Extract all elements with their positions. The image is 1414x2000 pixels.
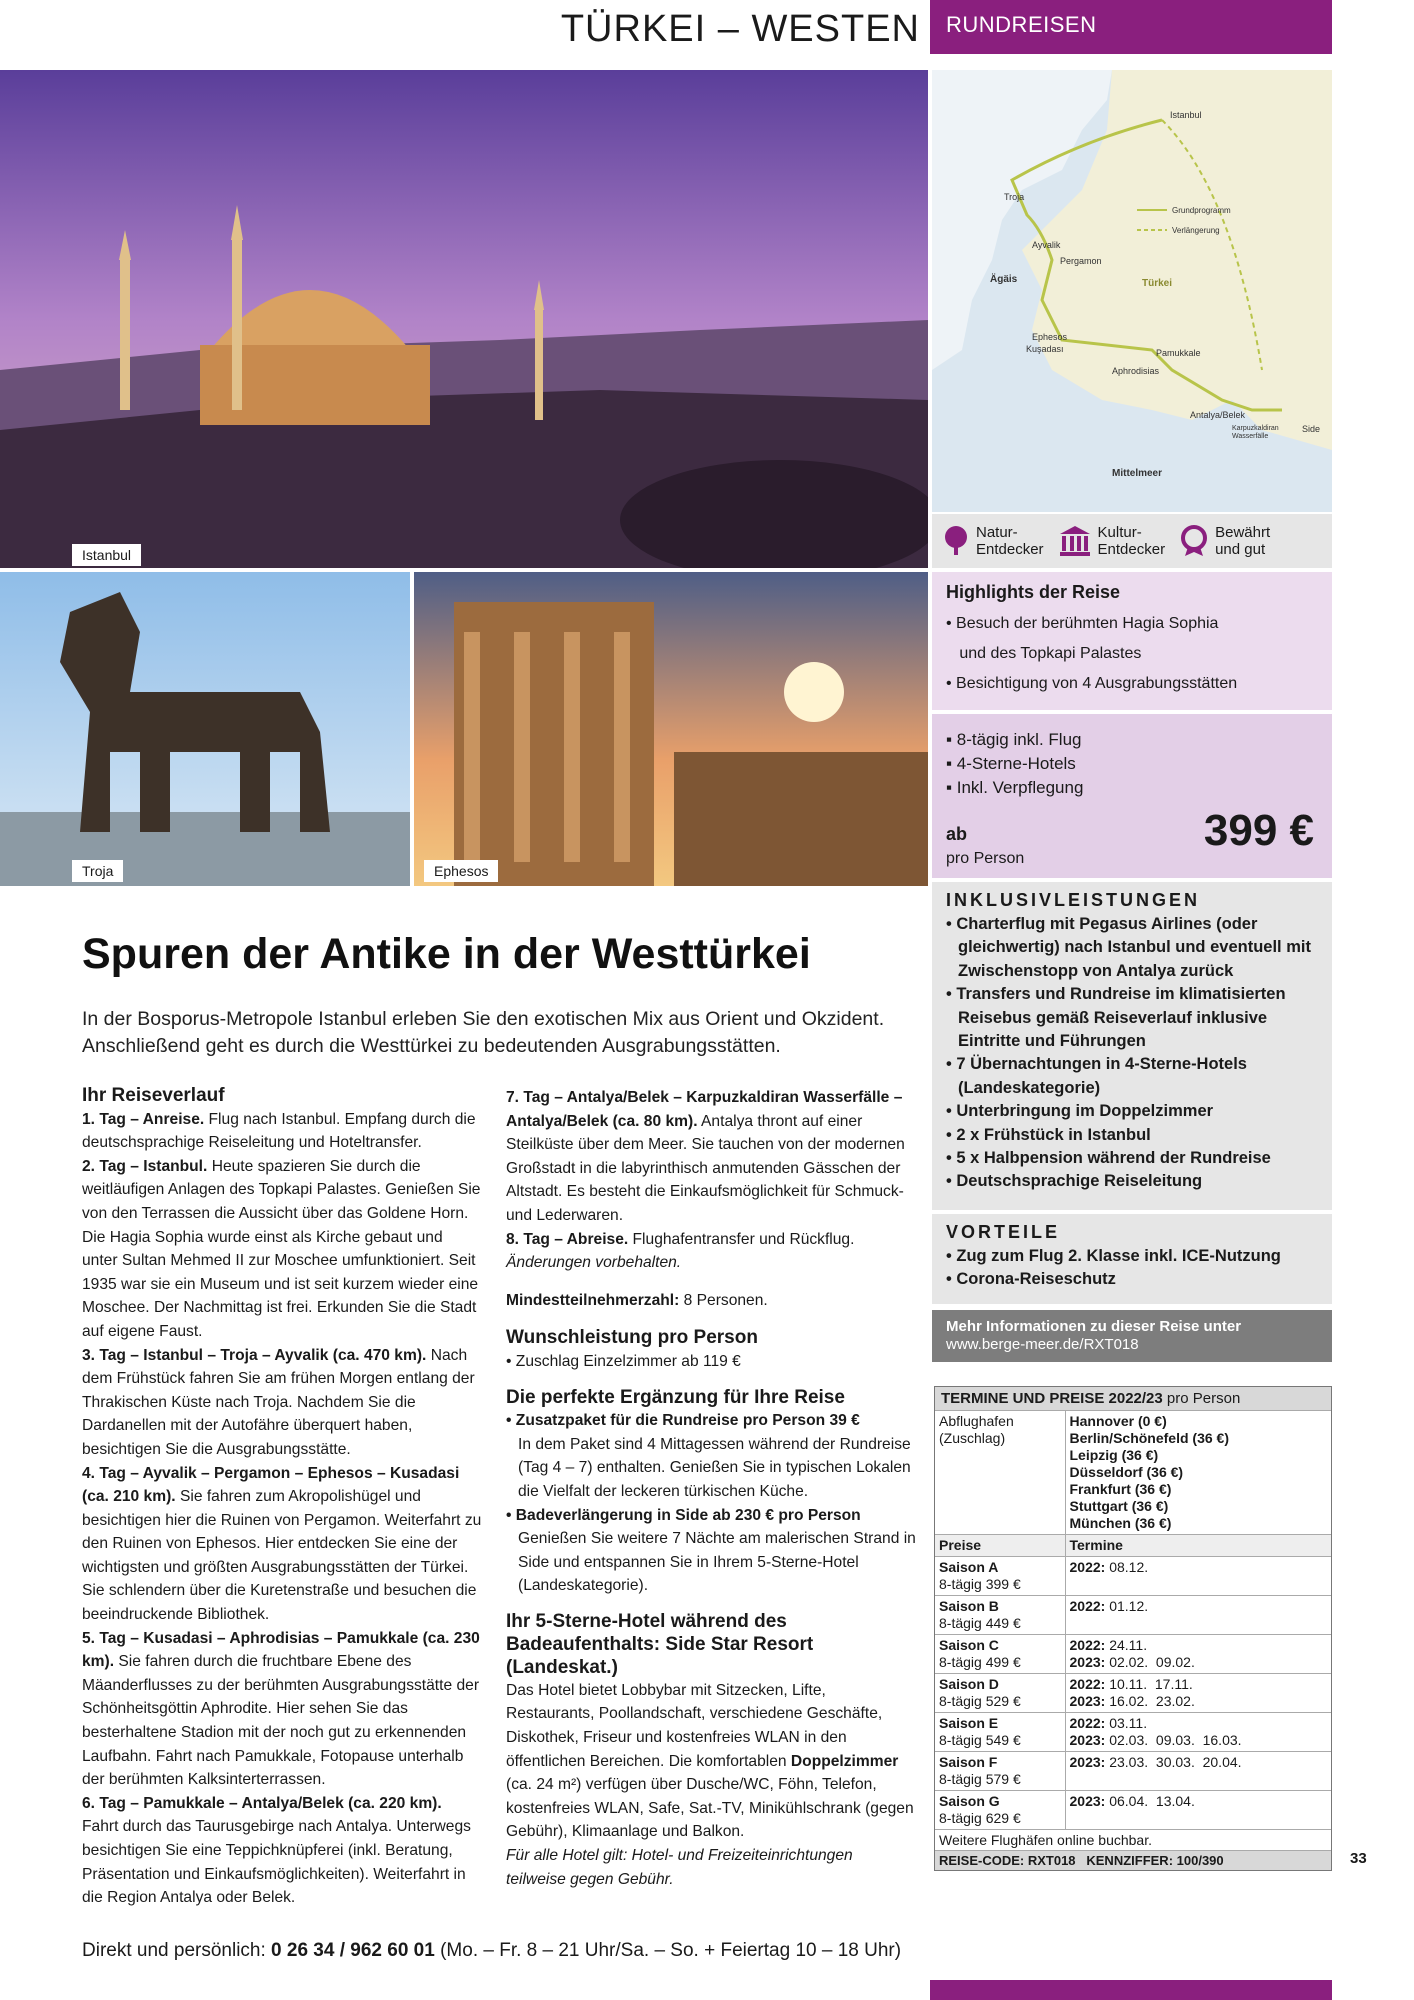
- list-item: • Besichtigung von 4 Ausgrabungsstätten: [946, 675, 1238, 692]
- more-info-text: Mehr Informationen zu dieser Reise unter: [946, 1318, 1242, 1335]
- inklusiv-title: INKLUSIVLEISTUNGEN: [946, 890, 1201, 910]
- photo-caption: Ephesos: [424, 860, 498, 882]
- list-item: • Deutschsprachige Reiseleitung: [946, 1172, 1203, 1191]
- changes-note: Änderungen vorbehalten.: [506, 1254, 682, 1272]
- list-item: • Besuch der berühmten Hagia Sophia: [946, 615, 1219, 632]
- list-item: • 2 x Frühstück in Istanbul: [946, 1125, 1151, 1144]
- day-entry: 6. Tag – Pamukkale – Antalya/Belek (ca. 220 km). Fahrt durch das Taurusgebirge nach Antalya. Unterwegs besichtigen Sie eine Teppichknüpferei (inkl. Beratung, Präsentation und Einkaufsmöglichkeiten). Weiterfahrt in die Region Antalya oder Belek.: [82, 1794, 471, 1907]
- svg-text:Wasserfälle: Wasserfälle: [1232, 433, 1269, 440]
- list-item: und des Topkapi Palastes: [946, 645, 1142, 662]
- hotel-note: Für alle Hotel gilt: Hotel- und Freizeiteinrichtungen teilweise gegen Gebühr.: [506, 1847, 853, 1888]
- phone-number[interactable]: 0 26 34 / 962 60 01: [271, 1940, 435, 1961]
- table-header-row: Preise Termine: [935, 1535, 1331, 1557]
- svg-text:Kuşadası: Kuşadası: [1026, 344, 1064, 354]
- ergaenzung-title: Die perfekte Ergänzung für Ihre Reise: [506, 1386, 845, 1408]
- svg-text:Mittelmeer: Mittelmeer: [1112, 468, 1163, 479]
- svg-text:Verlängerung: Verlängerung: [1172, 226, 1220, 235]
- contact-line: Direkt und persönlich: 0 26 34 / 962 60 01 (Mo. – Fr. 8 – 21 Uhr/Sa. – So. + Feiertag 10 – 18 Uhr): [82, 1940, 902, 1961]
- list-item: • 7 Übernachtungen in 4-Sterne-Hotels (Landeskategorie): [946, 1055, 1247, 1097]
- svg-text:Pergamon: Pergamon: [1060, 256, 1102, 266]
- list-item: • Unterbringung im Doppelzimmer: [946, 1102, 1214, 1121]
- table-row: Abflughafen (Zuschlag) Hannover (0 €) Berlin/Schönefeld (36 €) Leipzig (36 €) Düsseldorf (36 €) Frankfurt (36 €) Stuttgart (36 €) München (36 €): [935, 1411, 1331, 1535]
- itinerary-title: Ihr Reiseverlauf: [82, 1085, 225, 1106]
- table-footnote: Weitere Flughäfen online buchbar.: [935, 1829, 1331, 1850]
- svg-text:Ägäis: Ägäis: [990, 274, 1018, 285]
- list-item: ▪ 4-Sterne-Hotels: [946, 754, 1076, 773]
- award-icon: [1179, 525, 1209, 557]
- itinerary-column-1: [82, 1084, 482, 1910]
- photo-caption: Istanbul: [72, 544, 141, 566]
- photo-caption: Troja: [72, 860, 123, 882]
- route-map: [932, 70, 1332, 512]
- natur-entdecker: Natur- Entdecker: [942, 524, 1044, 558]
- vorteile-title: VORTEILE: [946, 1222, 1061, 1242]
- list-item: • Badeverlängerung in Side ab 230 € pro Person: [506, 1506, 861, 1524]
- day-entry: 4. Tag – Ayvalik – Pergamon – Ephesos – Kusadasi (ca. 210 km). Sie fahren zum Akropolishügel und besichtigen hier die Ruinen von Pergamon. Weiterfahrt zu den Ruinen von Ephesos. Hier entdecken Sie eine der wichtigsten und größten Ausgrabungsstätten der Türkei. Sie schlendern über die Kuretenstraße und besuchen die beeindruckende Bibliothek.: [82, 1464, 482, 1624]
- list-item: • 5 x Halbpension während der Rundreise: [946, 1149, 1271, 1168]
- list-item: • Zuschlag Einzelzimmer ab 119 €: [506, 1352, 741, 1370]
- day-entry: 5. Tag – Kusadasi – Aphrodisias – Pamukkale (ca. 230 km). Sie fahren durch die fruchtbare Ebene des Mäanderflusses zu der berühmten Ausgrabungsstätte der Schönheitsgöttin Aphrodite. Hier sehen Sie das besterhaltene Stadion mit der noch gut zu erkennenden Laufbahn. Fahrt nach Pamukkale, Fotopause unterhalb der berühmten Kalksinterterrassen.: [82, 1629, 480, 1789]
- istanbul-photo: [0, 70, 928, 568]
- category-tag: RUNDREISEN: [930, 0, 1332, 54]
- price-unit: pro Person: [946, 850, 1025, 867]
- list-item: • Zusatzpaket für die Rundreise pro Person 39 €: [506, 1412, 860, 1430]
- price-prefix: ab: [946, 824, 968, 844]
- day-entry: 3. Tag – Istanbul – Troja – Ayvalik (ca. 470 km). Nach dem Frühstück fahren Sie am frühen Morgen entlang der Thrakischen Küste nach Troja. Nachdem Sie die Dardanellen mit der Autofähre überquert haben, besichtigen Sie die Ausgrabungsstätte.: [82, 1346, 475, 1458]
- kultur-entdecker: Kultur- Entdecker: [1058, 524, 1166, 558]
- table-row: Saison F 8-tägig 579 € 2023: 23.03. 30.03. 20.04.: [935, 1752, 1331, 1791]
- page-number: 33: [1350, 1850, 1367, 1867]
- list-item: • Charterflug mit Pegasus Airlines (oder gleichwertig) nach Istanbul und eventuell mit Zwischenstopp von Antalya zurück: [946, 915, 1311, 980]
- vorteile-box: [932, 1214, 1332, 1304]
- list-item: • Transfers und Rundreise im klimatisierten Reisebus gemäß Reiseverlauf inklusive Eintritte und Führungen: [946, 985, 1286, 1051]
- highlights-box: [932, 572, 1332, 710]
- min-participants: Mindestteilnehmerzahl: 8 Personen.: [506, 1291, 768, 1309]
- svg-text:Pamukkale: Pamukkale: [1156, 348, 1201, 358]
- bewaehrt-und-gut: Bewährt und gut: [1179, 524, 1270, 558]
- ephesos-photo: [414, 572, 928, 886]
- day-entry: 8. Tag – Abreise. Flughafentransfer und Rückflug.: [506, 1230, 855, 1248]
- svg-text:Istanbul: Istanbul: [1170, 110, 1202, 120]
- price-amount: 399 €: [1203, 806, 1314, 855]
- table-row: Saison G 8-tägig 629 € 2023: 06.04. 13.04.: [935, 1791, 1331, 1830]
- page-title: Spuren der Antike in der Westtürkei: [82, 930, 811, 978]
- section-title: TÜRKEI – WESTEN: [560, 8, 920, 50]
- day-entry: 1. Tag – Anreise. Flug nach Istanbul. Empfang durch die deutschsprachige Reiseleitung und Hoteltransfer.: [82, 1110, 476, 1152]
- list-item: ▪ 8-tägig inkl. Flug: [946, 730, 1082, 749]
- table-row: Saison E 8-tägig 549 € 2022: 03.11. 2023: 02.03. 09.03. 16.03.: [935, 1713, 1331, 1752]
- list-item: ▪ Inkl. Verpflegung: [946, 778, 1084, 797]
- list-item: • Zug zum Flug 2. Klasse inkl. ICE-Nutzung: [946, 1247, 1281, 1265]
- svg-text:Türkei: Türkei: [1142, 278, 1173, 289]
- feature-icons: [932, 514, 1332, 568]
- termine-preise-table: [934, 1386, 1332, 1871]
- troja-photo: [0, 572, 410, 886]
- svg-text:Karpuzkaldiran: Karpuzkaldiran: [1232, 425, 1279, 432]
- svg-text:Grundprogramm: Grundprogramm: [1172, 206, 1231, 215]
- table-row: Saison B 8-tägig 449 € 2022: 01.12.: [935, 1596, 1331, 1635]
- wunsch-title: Wunschleistung pro Person: [506, 1327, 758, 1349]
- svg-text:Ayvalik: Ayvalik: [1032, 240, 1061, 250]
- temple-icon: [1058, 525, 1092, 557]
- tree-icon: [942, 525, 970, 557]
- list-item: • Corona-Reiseschutz: [946, 1270, 1116, 1289]
- svg-text:Side: Side: [1302, 424, 1321, 434]
- reise-code: REISE-CODE: RXT018 KENNZIFFER: 100/390: [935, 1850, 1331, 1870]
- lead-paragraph: In der Bosporus-Metropole Istanbul erleben Sie den exotischen Mix aus Orient und Okzident. Anschließend geht es durch die Westtürkei zu bedeutenden Ausgrabungsstätten.: [82, 1008, 885, 1057]
- bottom-accent-bar: [930, 1980, 1332, 2000]
- hotel-title: Ihr 5-Sterne-Hotel während des Badeaufenthalts: Side Star Resort (Landeskat.): [506, 1610, 814, 1678]
- price-box: [932, 714, 1332, 878]
- more-info-link[interactable]: www.berge-meer.de/RXT018: [946, 1336, 1139, 1353]
- svg-text:Ephesos: Ephesos: [1032, 332, 1068, 342]
- table-row: Saison A 8-tägig 399 € 2022: 08.12.: [935, 1557, 1331, 1596]
- table-title: TERMINE UND PREISE 2022/23 pro Person: [935, 1387, 1331, 1410]
- hotel-description: Das Hotel bietet Lobbybar mit Sitzecken, Lifte, Restaurants, Poollandschaft, verschiedene Geschäfte, Diskothek, Friseur und kostenfreies WLAN in den öffentlichen Bereichen. Die komfortablen Doppelzimmer (ca. 24 m²) verfügen über Dusche/WC, Föhn, Telefon, kostenfreies WLAN, Safe, Sat.-TV, Minikühlschrank (gegen Gebühr), Klimaanlage und Balkon.: [506, 1681, 914, 1841]
- svg-text:Antalya/Belek: Antalya/Belek: [1190, 410, 1246, 420]
- day-entry: 7. Tag – Antalya/Belek – Karpuzkaldiran Wasserfälle – Antalya/Belek (ca. 80 km). Antalya thront auf einer Steilküste über dem Meer. Sie tauchen von der modernen Großstadt in die labyrinthisch anmutenden Gässchen der Altstadt. Es besteht die Einkaufsmöglichkeit für Schmuck- und Lederwaren.: [506, 1089, 905, 1224]
- svg-text:Aphrodisias: Aphrodisias: [1112, 366, 1160, 376]
- highlights-title: Highlights der Reise: [946, 582, 1121, 602]
- table-row: Saison D 8-tägig 529 € 2022: 10.11. 17.11. 2023: 16.02. 23.02.: [935, 1674, 1331, 1713]
- svg-text:Troja: Troja: [1004, 192, 1025, 202]
- list-item-text: Genießen Sie weitere 7 Nächte am malerischen Strand in Side und entspannen Sie in Ihrem 5-Sterne-Hotel (Landeskategorie).: [518, 1530, 916, 1595]
- itinerary-column-2: [506, 1086, 916, 1891]
- list-item-text: In dem Paket sind 4 Mittagessen während der Rundreise (Tag 4 – 7) enthalten. Genießen Sie in typischen Lokalen die Vielfalt der leckeren türkischen Küche.: [518, 1435, 911, 1500]
- inklusivleistungen-box: [932, 882, 1332, 1210]
- more-info-box: [932, 1310, 1332, 1362]
- day-entry: 2. Tag – Istanbul. Heute spazieren Sie durch die weitläufigen Anlagen des Topkapi Palastes. Genießen Sie von den Terrassen die Aussicht über das Goldene Horn. Die Hagia Sophia wurde einst als Kirche gebaut und unter Sultan Mehmed II zur Moschee umfunktioniert. Seit 1935 war sie ein Museum und ist seit kurzem wieder eine Moschee. Der Nachmittag ist frei. Erkunden Sie die Stadt auf eigene Faust.: [82, 1157, 481, 1340]
- table-row: Saison C 8-tägig 499 € 2022: 24.11. 2023: 02.02. 09.02.: [935, 1635, 1331, 1674]
